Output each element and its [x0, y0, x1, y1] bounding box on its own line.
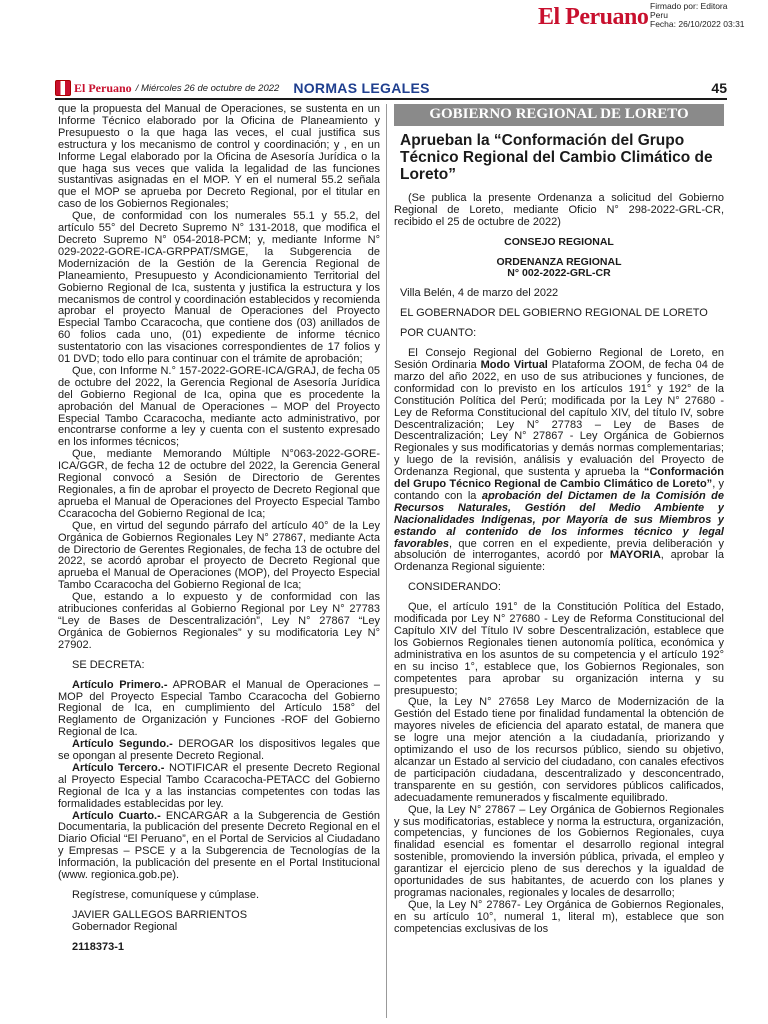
article-text: DEROGAR los dispositivos legales que se opongan al presente Decreto Regional. — [58, 738, 380, 763]
column-divider — [386, 104, 387, 1018]
ordinance-heading: ORDENANZA REGIONAL — [496, 255, 622, 268]
header-section: NORMAS LEGALES — [293, 80, 430, 96]
article-title: Artículo Primero.- — [72, 678, 168, 691]
paragraph: Que, la Ley N° 27867- Ley Orgánica de Gobiernos Regionales, en su artículo 10°, numeral 1, literal m), establece que son competencias exclusivas de los — [394, 898, 724, 935]
text-run: , y contando con la — [394, 478, 724, 502]
signer-role: Gobernador Regional — [72, 920, 178, 933]
article-title: Artículo Tercero.- — [72, 761, 165, 774]
closing-formula: Regístrese, comuníquese y cúmplase. — [72, 889, 260, 901]
signature-line: Fecha: 26/10/2022 03:31 — [650, 19, 745, 29]
considerando-heading: CONSIDERANDO: — [408, 581, 501, 594]
article-text: NOTIFICAR el presente Decreto Regional al Proyecto Especial Tambo Ccaracocha-PETACC del Gobierno Regional de Ica y a las instancias competentes con todas las formalidades establecidas por ley. — [58, 761, 380, 810]
left-column — [58, 104, 380, 1018]
por-cuanto: POR CUANTO: — [400, 327, 477, 340]
paragraph — [394, 348, 724, 574]
text-run: MAYORIA — [609, 549, 661, 562]
signature-line: Peru — [650, 10, 668, 20]
paragraph: Que, en virtud del segundo párrafo del artículo 40° de la Ley Orgánica de Gobiernos Regionales Ley N° 27867, mediante Acta de Directorio de Gerentes Regionales, de fecha 13 de octubre del 2022, se acordó aprobar el proyecto de Decreto Regional que aprueba el Manual de Operaciones (MOP), del Proyecto Especial Tambo Ccaracocha del Gobierno Regional de Ica; — [58, 519, 380, 592]
header-logo — [55, 80, 132, 96]
page-header — [55, 78, 727, 100]
text-run: Modo Virtual — [480, 358, 548, 371]
ordinance-number: N° 002-2022-GRL-CR — [507, 267, 611, 280]
paragraph: Que, estando a lo expuesto y de conformidad con las atribuciones conferidas al Gobierno Regional por Ley N° 27783 “Ley de Bases de Descentralización”, Ley N° 27867 “Ley Orgánica de Gobiernos Regionales” y su modificatoria Ley N° 27902. — [58, 591, 380, 651]
article-title: Artículo Segundo.- — [72, 738, 173, 751]
article-3 — [58, 763, 380, 811]
right-column — [394, 104, 724, 1018]
masthead-logo: El Peruano — [538, 4, 649, 30]
text-run: El Consejo Regional del Gobierno Regional de Loreto, en Sesión Ordinaria — [394, 347, 724, 371]
header-date: / Miércoles 26 de octubre de 2022 — [135, 82, 280, 94]
paragraph: que la propuesta del Manual de Operaciones, se sustenta en un Informe Técnico elaborado por la Oficina de Planeamiento y Presupuesto o la que haga las veces, el cual justifica sus estructura y los mecanismo de control y coordinación; y , en un Informe Legal elaborado por la Oficina de Asesoría Jurídica o la que haga sus veces que valida la legalidad de las funciones sustantivas asignadas en el MOP. Y en el numeral 55.2 señala que el MOP se aprueba por Decreto Regional, por el titular en caso de los Gobiernos Regionales; — [58, 104, 380, 211]
digital-signature — [650, 2, 766, 29]
text-run: aprobación del Dictamen de la Comisión de Recursos Naturales, Gestión del Medio Ambiente y Nacionalidades Indígenas, por Mayoría de sus Miembros y estando al contenido de los informes técnico y legal favorables — [394, 489, 724, 550]
text-run: “Conformación del Grupo Técnico Regional de Cambio Climático de Loreto” — [394, 466, 724, 491]
text-run: , aprobar la Ordenanza Regional siguiente: — [394, 549, 724, 574]
signature-line: Firmado por: Editora — [650, 1, 728, 11]
coat-of-arms-icon — [55, 80, 71, 96]
page-number: 45 — [711, 80, 727, 96]
article-title: Aprueban la “Conformación del Grupo Técnico Regional del Cambio Climático de Loreto” — [400, 131, 713, 183]
paragraph: Que, el artículo 191° de la Constitución Política del Estado, modificada por Ley N° 27680 - Ley de Reforma Constitucional del Capítulo XIV del Título IV sobre Descentralización, establece que los Gobiernos Regionales tienen autonomía política, económica y administrativa en los asuntos de su competencia y el artículo 192° en su inciso 1°, establece que, los Gobiernos Regionales, son competentes para aprobar su organización interna y su presupuesto; — [394, 601, 724, 697]
article-text: ENCARGAR a la Subgerencia de Gestión Documentaria, la publicación del presente Decreto Regional en el Diario Oficial “El Peruano”, en el Portal de Servicios al Ciudadano y Empresas – PSCE y a la Subgerencia de Tecnologías de la Información, la publicación del presente en el Portal Institucional (www. regionica.gob.pe). — [58, 809, 380, 882]
article-1 — [58, 680, 380, 740]
text-run: , que corren en el expediente, previa deliberación y absolución de interrogantes, acordó por — [394, 537, 724, 562]
article-title: Artículo Cuarto.- — [72, 809, 161, 822]
signer-name: JAVIER GALLEGOS BARRIENTOS — [72, 908, 248, 921]
article-4 — [58, 811, 380, 882]
text-run: Plataforma ZOOM, de fecha 04 de marzo del año 2022, en uso de sus atribuciones y funciones, de conformidad con lo previsto en los artículos 191° y 192° de la Constitución Política del Perú; modificada por la Ley N° 27680 - Ley de Reforma Constitucional del capítulo XIV, del título IV, sobre Descentralización; Ley N° 27783 – Ley de Bases de Descentralización; Ley N° 27867 - Ley Orgánica de Gobiernos Regionales y sus modificatorias y demás normas complementarias; y luego de la revisión, análisis y evaluación del Proyecto de Ordenanza Regional, que sustenta y aprueba la — [394, 358, 724, 479]
paragraph: Que, la Ley N° 27867 – Ley Orgánica de Gobiernos Regionales y sus modificatorias, establece y norma la estructura, organización, competencias, y funciones de los Gobiernos Regionales, cuya finalidad esencial es fomentar el desarrollo regional integral sostenible, promoviendo la inversión pública, privada, el empleo y garantizar el ejercicio pleno de sus derechos y la igualdad de oportunidades de sus habitantes, de acuerdo con los planes y programas nacionales, regionales y locales de desarrollo; — [394, 803, 724, 899]
decree-heading: SE DECRETA: — [72, 658, 145, 671]
paragraph: Que, de conformidad con los numerales 55.1 y 55.2, del artículo 55° del Decreto Supremo N° 131-2018, que modifica el Decreto Supremo N° 054-2018-PCM; y, mediante Informe N° 029-2022-GORE-ICA-GRPPAT/SMGE, la Subgerencia de Modernización de la Gestión de la Gerencia Regional de Planeamiento, Presupuesto y Acondicionamiento Territorial del Gobierno Regional de Ica, sustenta y justifica la estructura y los mecanismos de control y coordinación establecidos y recomienda aprobar el proyecto Manual de Operaciones del Proyecto Especial Tambo Ccaracocha, que contiene dos (03) anillados de 60 folios cada uno, (01) expediente de informe técnico sustentatorio con las visaciones correspondientes de 17 folios y 01 DVD; todo ello para continuar con el trámite de aprobación; — [58, 210, 380, 366]
article-text: APROBAR el Manual de Operaciones – MOP del Proyecto Especial Tambo Ccaracocha del Gobierno Regional de Ica, en cumplimiento del Artículo 158° del Reglamento de Organización y Funciones -ROF del Gobierno Regional de Ica. — [58, 678, 380, 739]
place-date: Villa Belén, 4 de marzo del 2022 — [400, 287, 559, 300]
publication-code: 2118373-1 — [72, 940, 124, 953]
paragraph: Que, la Ley N° 27658 Ley Marco de Modernización de la Gestión del Estado tiene por finalidad fundamental la obtención de mayores niveles de eficiencia del aparato estatal, de manera que se logre una mejor atención a la ciudadanía, priorizando y optimizando el uso de los recursos público, siendo su objetivo, alcanzar un Estado al servicio del ciudadano, con canales efectivos de participación ciudadana, descentralizado y desconcentrado, transparente en su gestión, con servidores públicos calificados, adecuadamente remunerados y fiscalmente equilibrado. — [394, 696, 724, 804]
paragraph: Que, mediante Memorando Múltiple N°063-2022-GORE-ICA/GGR, de fecha 12 de octubre del 2022, la Gerencia General Regional convocó a Sesión de Directorio de Gerentes Regionales, a fin de aprobar el proyecto de Decreto Regional que aprueba el Manual de Operaciones del Proyecto Especial Tambo Ccaracocha del Gobierno Regional de Ica; — [58, 448, 380, 520]
header-brand: El Peruano — [74, 80, 132, 95]
publication-note: (Se publica la presente Ordenanza a solicitud del Gobierno Regional de Loreto, mediante Oficio N° 298-2022-GRL-CR, recibido el 25 de octubre de 2022) — [394, 191, 724, 228]
governor-heading: EL GOBERNADOR DEL GOBIERNO REGIONAL DE LORETO — [400, 307, 708, 320]
article-2 — [58, 739, 380, 763]
council-heading: CONSEJO REGIONAL — [504, 235, 614, 248]
paragraph: Que, con Informe N.° 157-2022-GORE-ICA/GRAJ, de fecha 05 de octubre del 2022, la Gerencia Regional de Asesoría Jurídica del Gobierno Regional de Ica, opina que es procedente la aprobación del Manual de Operaciones – MOP del Proyecto Especial Tambo Ccaracocha, mediante acto administrativo, por encontrarse conforme a ley y cuenta con el sustento expresado en los informes técnicos; — [58, 364, 380, 449]
section-box: GOBIERNO REGIONAL DE LORETO — [394, 104, 724, 126]
